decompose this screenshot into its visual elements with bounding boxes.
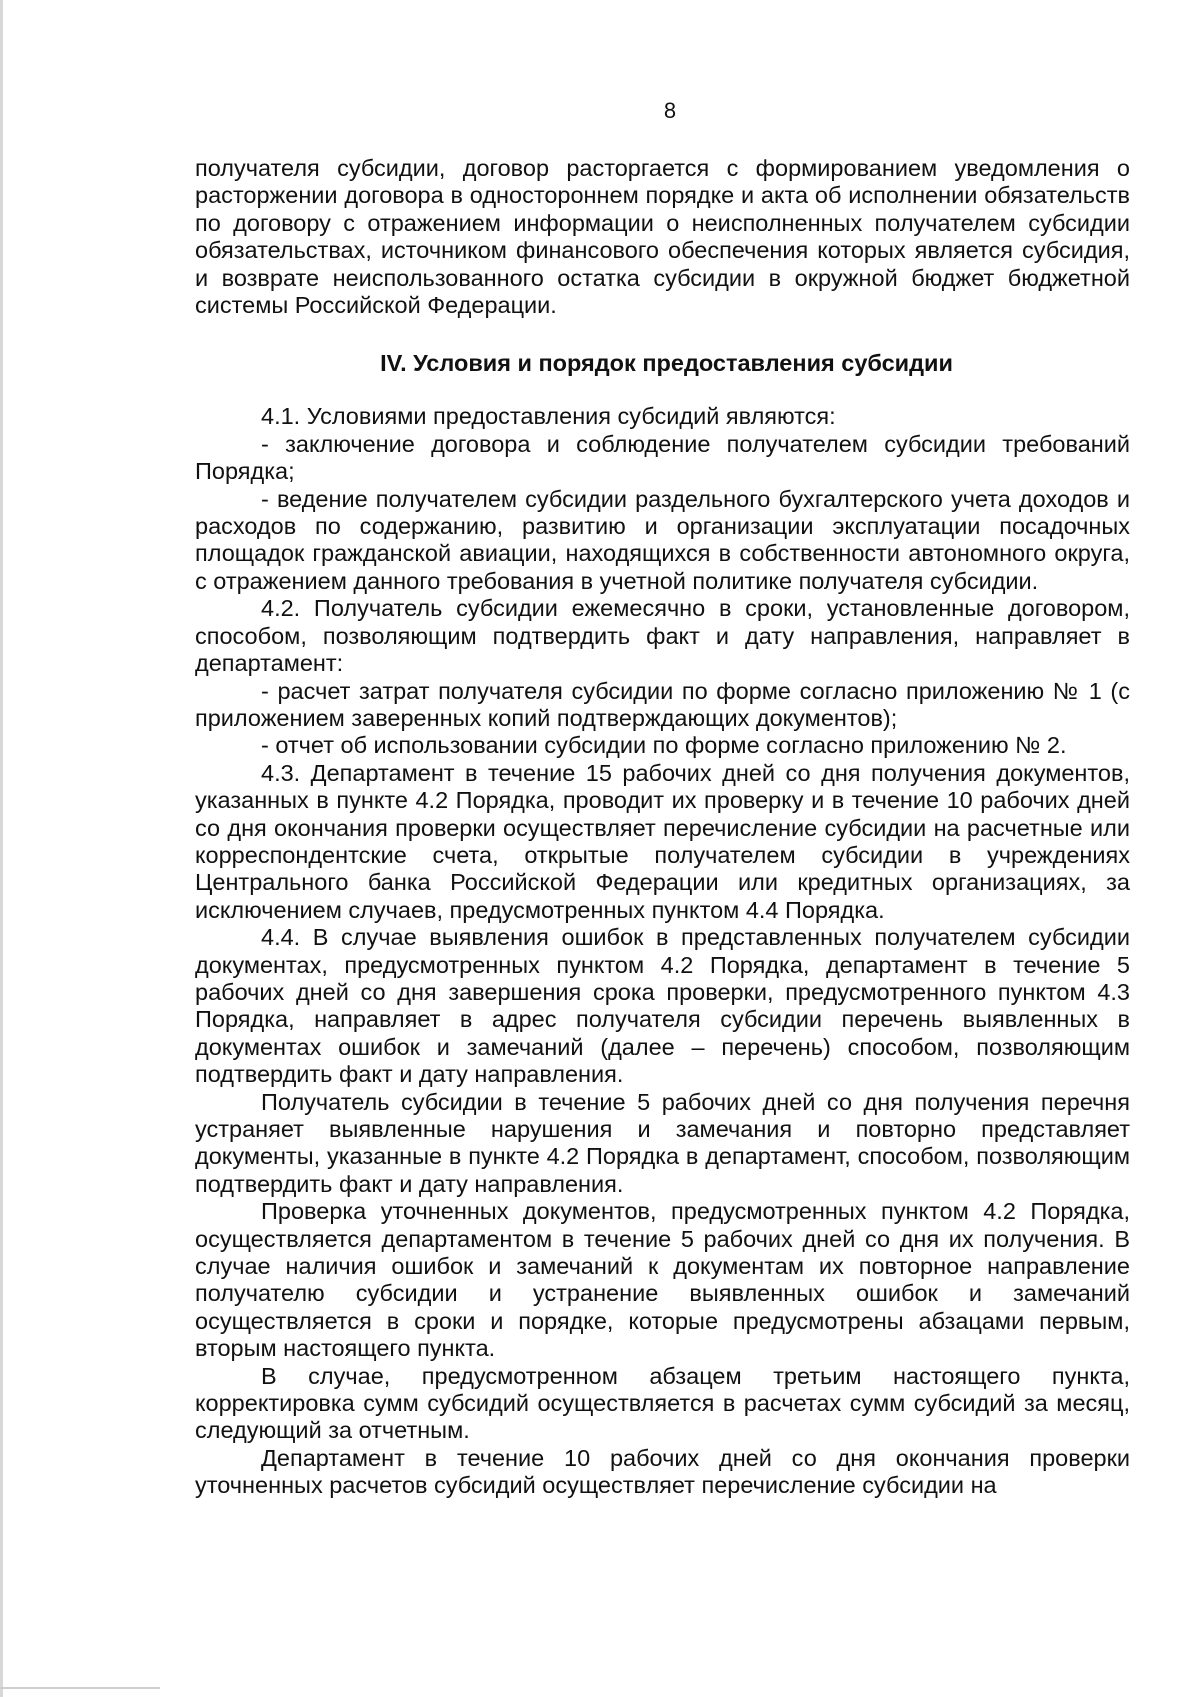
paragraph-4-1-item-1: - заключение договора и соблюдение получателем субсидии требований Порядка;	[195, 430, 1130, 485]
paragraph-4-2: 4.2. Получатель субсидии ежемесячно в сроки, установленные договором, способом, позволяющим подтвердить факт и дату направления, направляет в департамент:	[195, 595, 1130, 677]
section-heading: IV. Условия и порядок предоставления субсидии	[380, 350, 953, 377]
paragraph-4-4: 4.4. В случае выявления ошибок в представленных получателем субсидии документах, предусмотренных пунктом 4.2 Порядка, департамент в течение 5 рабочих дней со дня завершения срока проверки, предусмотренного пунктом 4.3 Порядка, направляет в адрес получателя субсидии перечень выявленных в документах ошибок и замечаний (далее – перечень) способом, позволяющим подтвердить факт и дату направления.	[195, 924, 1130, 1088]
paragraph-4-1-item-2: - ведение получателем субсидии раздельного бухгалтерского учета доходов и расходов по содержанию, развитию и организации эксплуатации посадочных площадок гражданской авиации, находящихся в собственности автономного округа, с отражением данного требования в учетной политике получателя субсидии.	[195, 485, 1130, 594]
scan-edge-left	[0, 0, 3, 1697]
paragraph-4-4-fifth: Департамент в течение 10 рабочих дней со дня окончания проверки уточненных расчетов субсидий осуществляет перечисление субсидии на	[195, 1444, 1130, 1499]
paragraph-4-2-item-1: - расчет затрат получателя субсидии по форме согласно приложению № 1 (с приложением заверенных копий подтверждающих документов);	[195, 677, 1130, 731]
paragraph-4-3: 4.3. Департамент в течение 15 рабочих дней со дня получения документов, указанных в пункте 4.2 Порядка, проводит их проверку и в течение 10 рабочих дней со дня окончания проверки осуществляет перечисление субсидии на расчетные или корреспондентские счета, открытые получателем субсидии в учреждениях Центрального банка Российской Федерации или кредитных организациях, за исключением случаев, предусмотренных пунктом 4.4 Порядка.	[195, 759, 1130, 923]
paragraph-4-1: 4.1. Условиями предоставления субсидий являются:	[261, 403, 836, 430]
page-number: 8	[663, 98, 677, 123]
document-body	[195, 155, 1130, 1500]
intro-paragraph: получателя субсидии, договор расторгается с формированием уведомления о расторжении договора в одностороннем порядке и акта об исполнении обязательств по договору с отражением информации о неисполненных получателем субсидии обязательствах, источником финансового обеспечения которых является субсидия, и возврате неиспользованного остатка субсидии в окружной бюджет бюджетной системы Российской Федерации.	[195, 155, 1130, 319]
paragraph-4-2-item-2: - отчет об использовании субсидии по форме согласно приложению № 2.	[261, 732, 1067, 759]
paragraph-4-4-second: Получатель субсидии в течение 5 рабочих дней со дня получения перечня устраняет выявленные нарушения и замечания и повторно представляет документы, указанные в пункте 4.2 Порядка в департамент, способом, позволяющим подтвердить факт и дату направления.	[195, 1088, 1130, 1197]
paragraph-4-4-fourth: В случае, предусмотренном абзацем третьим настоящего пункта, корректировка сумм субсидий осуществляется в расчетах сумм субсидий за месяц, следующий за отчетным.	[195, 1362, 1130, 1444]
scan-edge-bottom	[0, 1687, 160, 1689]
paragraph-4-4-third: Проверка уточненных документов, предусмотренных пунктом 4.2 Порядка, осуществляется департаментом в течение 5 рабочих дней со дня их получения. В случае наличия ошибок и замечаний к документам их повторное направление получателю субсидии и устранение выявленных ошибок и замечаний осуществляется в сроки и порядке, которые предусмотрены абзацами первым, вторым настоящего пункта.	[195, 1198, 1130, 1362]
